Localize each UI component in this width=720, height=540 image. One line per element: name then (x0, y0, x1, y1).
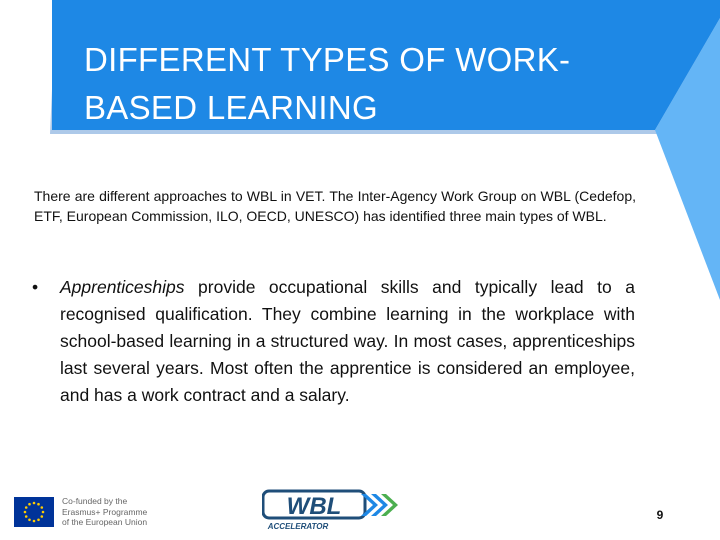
page-number: 9 (656, 508, 664, 522)
wbl-logo-text: WBL (286, 493, 342, 520)
eu-flag-icon (14, 497, 54, 527)
slide-title (84, 36, 604, 132)
intro-paragraph: There are different approaches to WBL in VET. The Inter-Agency Work Group on WBL (Cedefop, ETF, European Commission, ILO, OECD, UNESCO) has identified three main types of WBL. (34, 188, 636, 224)
bullet-marker: • (32, 277, 39, 297)
wbl-accelerator-logo (262, 488, 408, 532)
accelerator-logo-text: ACCELERATOR (267, 522, 329, 531)
title-line-2: BASED LEARNING (84, 89, 378, 126)
title-line-1: DIFFERENT TYPES OF WORK- (84, 41, 571, 78)
bullet-term: Apprenticeships (60, 277, 185, 297)
eu-cofunded-text: Co-funded by the Erasmus+ Programme of the European Union (62, 496, 148, 527)
bullet-apprenticeships (32, 274, 635, 409)
bullet-text: provide occupational skills and typically lead to a recognised qualification. They combine learning in the workplace with school-based learning in a structured way. In most cases, apprenticeships last several years. Most often the apprentice is considered an employee, and has a work contract and a salary. (60, 277, 635, 405)
